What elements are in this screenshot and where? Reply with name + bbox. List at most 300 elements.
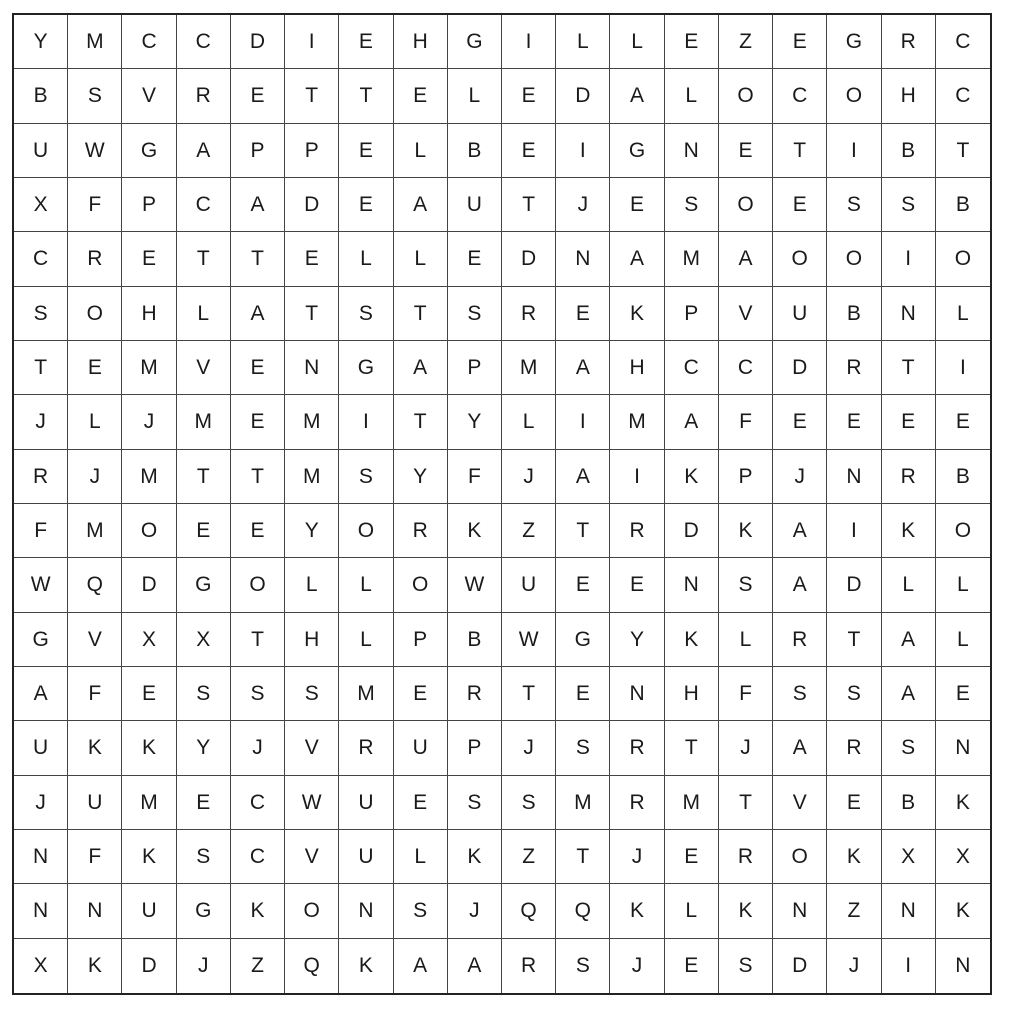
grid-cell[interactable]: V bbox=[122, 69, 176, 123]
grid-cell[interactable]: M bbox=[177, 395, 231, 449]
grid-cell[interactable]: P bbox=[394, 613, 448, 667]
grid-cell[interactable]: B bbox=[827, 287, 881, 341]
grid-cell[interactable]: E bbox=[285, 232, 339, 286]
grid-cell[interactable]: Y bbox=[14, 15, 68, 69]
grid-cell[interactable]: B bbox=[14, 69, 68, 123]
grid-cell[interactable]: T bbox=[14, 341, 68, 395]
grid-cell[interactable]: P bbox=[122, 178, 176, 232]
grid-cell[interactable]: U bbox=[394, 721, 448, 775]
grid-cell[interactable]: S bbox=[502, 776, 556, 830]
grid-cell[interactable]: B bbox=[882, 124, 936, 178]
grid-cell[interactable]: O bbox=[339, 504, 393, 558]
grid-cell[interactable]: E bbox=[177, 504, 231, 558]
grid-cell[interactable]: J bbox=[610, 830, 664, 884]
grid-cell[interactable]: E bbox=[448, 232, 502, 286]
grid-cell[interactable]: R bbox=[882, 15, 936, 69]
grid-cell[interactable]: A bbox=[556, 450, 610, 504]
grid-cell[interactable]: O bbox=[68, 287, 122, 341]
grid-cell[interactable]: S bbox=[231, 667, 285, 721]
grid-cell[interactable]: R bbox=[339, 721, 393, 775]
grid-cell[interactable]: C bbox=[177, 15, 231, 69]
grid-cell[interactable]: O bbox=[285, 884, 339, 938]
grid-cell[interactable]: D bbox=[556, 69, 610, 123]
grid-cell[interactable]: S bbox=[719, 558, 773, 612]
grid-cell[interactable]: T bbox=[285, 287, 339, 341]
grid-cell[interactable]: V bbox=[68, 613, 122, 667]
grid-cell[interactable]: M bbox=[68, 15, 122, 69]
grid-cell[interactable]: M bbox=[68, 504, 122, 558]
grid-cell[interactable]: H bbox=[610, 341, 664, 395]
grid-cell[interactable]: J bbox=[610, 939, 664, 993]
grid-cell[interactable]: B bbox=[448, 124, 502, 178]
grid-cell[interactable]: S bbox=[719, 939, 773, 993]
grid-cell[interactable]: A bbox=[14, 667, 68, 721]
grid-cell[interactable]: T bbox=[773, 124, 827, 178]
grid-cell[interactable]: P bbox=[285, 124, 339, 178]
grid-cell[interactable]: K bbox=[122, 830, 176, 884]
grid-cell[interactable]: P bbox=[231, 124, 285, 178]
grid-cell[interactable]: U bbox=[773, 287, 827, 341]
grid-cell[interactable]: N bbox=[936, 721, 990, 775]
grid-cell[interactable]: R bbox=[773, 613, 827, 667]
grid-cell[interactable]: C bbox=[665, 341, 719, 395]
grid-cell[interactable]: M bbox=[665, 232, 719, 286]
grid-cell[interactable]: S bbox=[665, 178, 719, 232]
grid-cell[interactable]: T bbox=[556, 504, 610, 558]
grid-cell[interactable]: G bbox=[177, 558, 231, 612]
grid-cell[interactable]: R bbox=[610, 504, 664, 558]
grid-cell[interactable]: V bbox=[719, 287, 773, 341]
grid-cell[interactable]: J bbox=[719, 721, 773, 775]
grid-cell[interactable]: A bbox=[394, 939, 448, 993]
grid-cell[interactable]: S bbox=[882, 721, 936, 775]
grid-cell[interactable]: D bbox=[773, 939, 827, 993]
grid-cell[interactable]: J bbox=[827, 939, 881, 993]
grid-cell[interactable]: J bbox=[773, 450, 827, 504]
grid-cell[interactable]: K bbox=[448, 504, 502, 558]
grid-cell[interactable]: J bbox=[502, 721, 556, 775]
grid-cell[interactable]: A bbox=[177, 124, 231, 178]
grid-cell[interactable]: E bbox=[610, 558, 664, 612]
grid-cell[interactable]: X bbox=[936, 830, 990, 884]
grid-cell[interactable]: C bbox=[936, 15, 990, 69]
grid-cell[interactable]: N bbox=[14, 884, 68, 938]
grid-cell[interactable]: P bbox=[665, 287, 719, 341]
grid-cell[interactable]: N bbox=[556, 232, 610, 286]
grid-cell[interactable]: E bbox=[339, 124, 393, 178]
grid-cell[interactable]: V bbox=[773, 776, 827, 830]
grid-cell[interactable]: S bbox=[882, 178, 936, 232]
grid-cell[interactable]: U bbox=[339, 830, 393, 884]
grid-cell[interactable]: E bbox=[665, 830, 719, 884]
grid-cell[interactable]: G bbox=[610, 124, 664, 178]
grid-cell[interactable]: A bbox=[231, 178, 285, 232]
grid-cell[interactable]: T bbox=[882, 341, 936, 395]
grid-cell[interactable]: I bbox=[556, 124, 610, 178]
grid-cell[interactable]: I bbox=[285, 15, 339, 69]
grid-cell[interactable]: F bbox=[719, 395, 773, 449]
grid-cell[interactable]: S bbox=[177, 667, 231, 721]
grid-cell[interactable]: L bbox=[448, 69, 502, 123]
grid-cell[interactable]: X bbox=[882, 830, 936, 884]
grid-cell[interactable]: T bbox=[394, 287, 448, 341]
grid-cell[interactable]: J bbox=[502, 450, 556, 504]
grid-cell[interactable]: T bbox=[556, 830, 610, 884]
grid-cell[interactable]: E bbox=[502, 69, 556, 123]
grid-cell[interactable]: S bbox=[556, 939, 610, 993]
grid-cell[interactable]: L bbox=[339, 613, 393, 667]
grid-cell[interactable]: H bbox=[882, 69, 936, 123]
grid-cell[interactable]: I bbox=[827, 124, 881, 178]
grid-cell[interactable]: K bbox=[827, 830, 881, 884]
grid-cell[interactable]: V bbox=[285, 721, 339, 775]
grid-cell[interactable]: A bbox=[448, 939, 502, 993]
grid-cell[interactable]: T bbox=[177, 232, 231, 286]
grid-cell[interactable]: O bbox=[773, 830, 827, 884]
grid-cell[interactable]: F bbox=[68, 667, 122, 721]
grid-cell[interactable]: D bbox=[502, 232, 556, 286]
grid-cell[interactable]: S bbox=[339, 287, 393, 341]
grid-cell[interactable]: K bbox=[339, 939, 393, 993]
grid-cell[interactable]: M bbox=[665, 776, 719, 830]
grid-cell[interactable]: K bbox=[665, 450, 719, 504]
grid-cell[interactable]: T bbox=[231, 613, 285, 667]
grid-cell[interactable]: E bbox=[68, 341, 122, 395]
grid-cell[interactable]: Y bbox=[610, 613, 664, 667]
grid-cell[interactable]: Y bbox=[177, 721, 231, 775]
grid-cell[interactable]: T bbox=[231, 232, 285, 286]
grid-cell[interactable]: Y bbox=[448, 395, 502, 449]
grid-cell[interactable]: J bbox=[448, 884, 502, 938]
grid-cell[interactable]: P bbox=[448, 341, 502, 395]
grid-cell[interactable]: W bbox=[14, 558, 68, 612]
grid-cell[interactable]: S bbox=[285, 667, 339, 721]
grid-cell[interactable]: K bbox=[936, 884, 990, 938]
grid-cell[interactable]: E bbox=[827, 395, 881, 449]
grid-cell[interactable]: I bbox=[339, 395, 393, 449]
grid-cell[interactable]: M bbox=[502, 341, 556, 395]
grid-cell[interactable]: E bbox=[556, 287, 610, 341]
grid-cell[interactable]: L bbox=[936, 287, 990, 341]
grid-cell[interactable]: Y bbox=[285, 504, 339, 558]
grid-cell[interactable]: I bbox=[502, 15, 556, 69]
grid-cell[interactable]: M bbox=[339, 667, 393, 721]
grid-cell[interactable]: S bbox=[827, 667, 881, 721]
grid-cell[interactable]: T bbox=[394, 395, 448, 449]
grid-cell[interactable]: R bbox=[502, 939, 556, 993]
grid-cell[interactable]: G bbox=[339, 341, 393, 395]
grid-cell[interactable]: K bbox=[122, 721, 176, 775]
grid-cell[interactable]: X bbox=[122, 613, 176, 667]
grid-cell[interactable]: I bbox=[827, 504, 881, 558]
grid-cell[interactable]: S bbox=[556, 721, 610, 775]
grid-cell[interactable]: L bbox=[882, 558, 936, 612]
grid-cell[interactable]: T bbox=[339, 69, 393, 123]
grid-cell[interactable]: N bbox=[665, 558, 719, 612]
grid-cell[interactable]: E bbox=[231, 395, 285, 449]
grid-cell[interactable]: A bbox=[610, 69, 664, 123]
grid-cell[interactable]: S bbox=[177, 830, 231, 884]
grid-cell[interactable]: U bbox=[502, 558, 556, 612]
grid-cell[interactable]: K bbox=[936, 776, 990, 830]
grid-cell[interactable]: M bbox=[556, 776, 610, 830]
grid-cell[interactable]: U bbox=[14, 721, 68, 775]
grid-cell[interactable]: D bbox=[122, 939, 176, 993]
grid-cell[interactable]: R bbox=[827, 341, 881, 395]
grid-cell[interactable]: F bbox=[14, 504, 68, 558]
grid-cell[interactable]: L bbox=[177, 287, 231, 341]
grid-cell[interactable]: K bbox=[665, 613, 719, 667]
grid-cell[interactable]: L bbox=[719, 613, 773, 667]
grid-cell[interactable]: K bbox=[610, 884, 664, 938]
grid-cell[interactable]: W bbox=[448, 558, 502, 612]
grid-cell[interactable]: E bbox=[773, 178, 827, 232]
grid-cell[interactable]: K bbox=[719, 884, 773, 938]
grid-cell[interactable]: C bbox=[177, 178, 231, 232]
grid-cell[interactable]: G bbox=[556, 613, 610, 667]
grid-cell[interactable]: E bbox=[122, 232, 176, 286]
grid-cell[interactable]: L bbox=[394, 232, 448, 286]
grid-cell[interactable]: N bbox=[14, 830, 68, 884]
grid-cell[interactable]: M bbox=[610, 395, 664, 449]
grid-cell[interactable]: E bbox=[719, 124, 773, 178]
grid-cell[interactable]: Q bbox=[285, 939, 339, 993]
grid-cell[interactable]: M bbox=[122, 341, 176, 395]
grid-cell[interactable]: M bbox=[285, 450, 339, 504]
grid-cell[interactable]: S bbox=[68, 69, 122, 123]
grid-cell[interactable]: O bbox=[719, 69, 773, 123]
grid-cell[interactable]: G bbox=[827, 15, 881, 69]
grid-cell[interactable]: G bbox=[122, 124, 176, 178]
grid-cell[interactable]: Z bbox=[827, 884, 881, 938]
grid-cell[interactable]: T bbox=[936, 124, 990, 178]
grid-cell[interactable]: E bbox=[231, 69, 285, 123]
grid-cell[interactable]: J bbox=[14, 776, 68, 830]
grid-cell[interactable]: H bbox=[285, 613, 339, 667]
grid-cell[interactable]: K bbox=[231, 884, 285, 938]
grid-cell[interactable]: Z bbox=[231, 939, 285, 993]
grid-cell[interactable]: A bbox=[231, 287, 285, 341]
grid-cell[interactable]: A bbox=[773, 721, 827, 775]
grid-cell[interactable]: R bbox=[177, 69, 231, 123]
grid-cell[interactable]: B bbox=[448, 613, 502, 667]
grid-cell[interactable]: A bbox=[394, 178, 448, 232]
grid-cell[interactable]: E bbox=[231, 504, 285, 558]
grid-cell[interactable]: K bbox=[719, 504, 773, 558]
grid-cell[interactable]: L bbox=[68, 395, 122, 449]
grid-cell[interactable]: N bbox=[665, 124, 719, 178]
grid-cell[interactable]: E bbox=[936, 667, 990, 721]
grid-cell[interactable]: F bbox=[68, 830, 122, 884]
grid-cell[interactable]: H bbox=[394, 15, 448, 69]
grid-cell[interactable]: R bbox=[502, 287, 556, 341]
grid-cell[interactable]: J bbox=[68, 450, 122, 504]
grid-cell[interactable]: U bbox=[339, 776, 393, 830]
grid-cell[interactable]: U bbox=[68, 776, 122, 830]
grid-cell[interactable]: Z bbox=[502, 830, 556, 884]
grid-cell[interactable]: E bbox=[773, 395, 827, 449]
grid-cell[interactable]: C bbox=[773, 69, 827, 123]
grid-cell[interactable]: O bbox=[936, 504, 990, 558]
grid-cell[interactable]: L bbox=[339, 558, 393, 612]
grid-cell[interactable]: D bbox=[231, 15, 285, 69]
grid-cell[interactable]: R bbox=[68, 232, 122, 286]
grid-cell[interactable]: G bbox=[448, 15, 502, 69]
grid-cell[interactable]: L bbox=[394, 830, 448, 884]
grid-cell[interactable]: L bbox=[394, 124, 448, 178]
grid-cell[interactable]: O bbox=[394, 558, 448, 612]
grid-cell[interactable]: L bbox=[556, 15, 610, 69]
grid-cell[interactable]: B bbox=[936, 450, 990, 504]
grid-cell[interactable]: R bbox=[394, 504, 448, 558]
grid-cell[interactable]: P bbox=[448, 721, 502, 775]
grid-cell[interactable]: G bbox=[14, 613, 68, 667]
grid-cell[interactable]: C bbox=[231, 776, 285, 830]
grid-cell[interactable]: A bbox=[665, 395, 719, 449]
grid-cell[interactable]: J bbox=[122, 395, 176, 449]
grid-cell[interactable]: R bbox=[882, 450, 936, 504]
grid-cell[interactable]: Q bbox=[502, 884, 556, 938]
grid-cell[interactable]: B bbox=[936, 178, 990, 232]
grid-cell[interactable]: K bbox=[448, 830, 502, 884]
grid-cell[interactable]: T bbox=[665, 721, 719, 775]
grid-cell[interactable]: J bbox=[14, 395, 68, 449]
grid-cell[interactable]: R bbox=[448, 667, 502, 721]
grid-cell[interactable]: E bbox=[665, 15, 719, 69]
grid-cell[interactable]: L bbox=[285, 558, 339, 612]
grid-cell[interactable]: G bbox=[177, 884, 231, 938]
grid-cell[interactable]: B bbox=[882, 776, 936, 830]
grid-cell[interactable]: S bbox=[339, 450, 393, 504]
grid-cell[interactable]: O bbox=[827, 69, 881, 123]
grid-cell[interactable]: R bbox=[719, 830, 773, 884]
grid-cell[interactable]: R bbox=[14, 450, 68, 504]
grid-cell[interactable]: X bbox=[14, 939, 68, 993]
grid-cell[interactable]: N bbox=[610, 667, 664, 721]
grid-cell[interactable]: E bbox=[610, 178, 664, 232]
grid-cell[interactable]: E bbox=[665, 939, 719, 993]
grid-cell[interactable]: N bbox=[68, 884, 122, 938]
grid-cell[interactable]: T bbox=[231, 450, 285, 504]
grid-cell[interactable]: E bbox=[339, 15, 393, 69]
grid-cell[interactable]: O bbox=[719, 178, 773, 232]
grid-cell[interactable]: E bbox=[882, 395, 936, 449]
grid-cell[interactable]: A bbox=[556, 341, 610, 395]
grid-cell[interactable]: N bbox=[827, 450, 881, 504]
grid-cell[interactable]: D bbox=[665, 504, 719, 558]
grid-cell[interactable]: M bbox=[122, 450, 176, 504]
grid-cell[interactable]: E bbox=[122, 667, 176, 721]
grid-cell[interactable]: S bbox=[448, 776, 502, 830]
grid-cell[interactable]: L bbox=[665, 884, 719, 938]
grid-cell[interactable]: I bbox=[936, 341, 990, 395]
grid-cell[interactable]: D bbox=[773, 341, 827, 395]
grid-cell[interactable]: L bbox=[936, 558, 990, 612]
grid-cell[interactable]: O bbox=[773, 232, 827, 286]
grid-cell[interactable]: A bbox=[773, 504, 827, 558]
grid-cell[interactable]: O bbox=[827, 232, 881, 286]
grid-cell[interactable]: O bbox=[231, 558, 285, 612]
grid-cell[interactable]: E bbox=[773, 15, 827, 69]
grid-cell[interactable]: T bbox=[285, 69, 339, 123]
grid-cell[interactable]: L bbox=[610, 15, 664, 69]
grid-cell[interactable]: E bbox=[502, 124, 556, 178]
grid-cell[interactable]: K bbox=[68, 939, 122, 993]
grid-cell[interactable]: F bbox=[68, 178, 122, 232]
grid-cell[interactable]: R bbox=[610, 721, 664, 775]
grid-cell[interactable]: C bbox=[14, 232, 68, 286]
grid-cell[interactable]: X bbox=[177, 613, 231, 667]
grid-cell[interactable]: Y bbox=[394, 450, 448, 504]
grid-cell[interactable]: S bbox=[827, 178, 881, 232]
grid-cell[interactable]: K bbox=[882, 504, 936, 558]
grid-cell[interactable]: E bbox=[556, 667, 610, 721]
grid-cell[interactable]: V bbox=[285, 830, 339, 884]
grid-cell[interactable]: I bbox=[882, 232, 936, 286]
grid-cell[interactable]: K bbox=[68, 721, 122, 775]
grid-cell[interactable]: N bbox=[285, 341, 339, 395]
grid-cell[interactable]: C bbox=[231, 830, 285, 884]
grid-cell[interactable]: Q bbox=[556, 884, 610, 938]
grid-cell[interactable]: D bbox=[285, 178, 339, 232]
grid-cell[interactable]: A bbox=[882, 613, 936, 667]
grid-cell[interactable]: M bbox=[285, 395, 339, 449]
grid-cell[interactable]: R bbox=[827, 721, 881, 775]
grid-cell[interactable]: D bbox=[827, 558, 881, 612]
grid-cell[interactable]: N bbox=[955, 954, 971, 978]
grid-cell[interactable]: N bbox=[773, 884, 827, 938]
grid-cell[interactable]: C bbox=[936, 69, 990, 123]
grid-cell[interactable]: S bbox=[448, 287, 502, 341]
grid-cell[interactable]: E bbox=[394, 667, 448, 721]
grid-cell[interactable]: L bbox=[665, 69, 719, 123]
grid-cell[interactable]: A bbox=[610, 232, 664, 286]
grid-cell[interactable]: T bbox=[719, 776, 773, 830]
grid-cell[interactable]: Z bbox=[502, 504, 556, 558]
grid-cell[interactable]: W bbox=[285, 776, 339, 830]
grid-cell[interactable]: H bbox=[122, 287, 176, 341]
grid-cell[interactable]: E bbox=[936, 395, 990, 449]
grid-cell[interactable]: E bbox=[827, 776, 881, 830]
grid-cell[interactable]: E bbox=[231, 341, 285, 395]
grid-cell[interactable]: C bbox=[122, 15, 176, 69]
grid-cell[interactable]: T bbox=[177, 450, 231, 504]
grid-cell[interactable]: J bbox=[556, 178, 610, 232]
grid-cell[interactable]: J bbox=[177, 939, 231, 993]
grid-cell[interactable]: N bbox=[339, 884, 393, 938]
grid-cell[interactable]: A bbox=[719, 232, 773, 286]
grid-cell[interactable]: P bbox=[719, 450, 773, 504]
grid-cell[interactable]: L bbox=[339, 232, 393, 286]
grid-cell[interactable]: N bbox=[882, 884, 936, 938]
grid-cell[interactable]: T bbox=[827, 613, 881, 667]
grid-cell[interactable]: E bbox=[394, 69, 448, 123]
grid-cell[interactable]: T bbox=[502, 178, 556, 232]
grid-cell[interactable]: U bbox=[122, 884, 176, 938]
grid-cell[interactable]: X bbox=[14, 178, 68, 232]
grid-cell[interactable]: L bbox=[502, 395, 556, 449]
grid-cell[interactable]: T bbox=[502, 667, 556, 721]
grid-cell[interactable]: Q bbox=[68, 558, 122, 612]
grid-cell[interactable]: S bbox=[773, 667, 827, 721]
grid-cell[interactable]: S bbox=[14, 287, 68, 341]
grid-cell[interactable]: W bbox=[502, 613, 556, 667]
grid-cell[interactable]: W bbox=[68, 124, 122, 178]
grid-cell[interactable]: O bbox=[936, 232, 990, 286]
grid-cell[interactable]: O bbox=[122, 504, 176, 558]
grid-cell[interactable]: J bbox=[231, 721, 285, 775]
grid-cell[interactable]: A bbox=[773, 558, 827, 612]
